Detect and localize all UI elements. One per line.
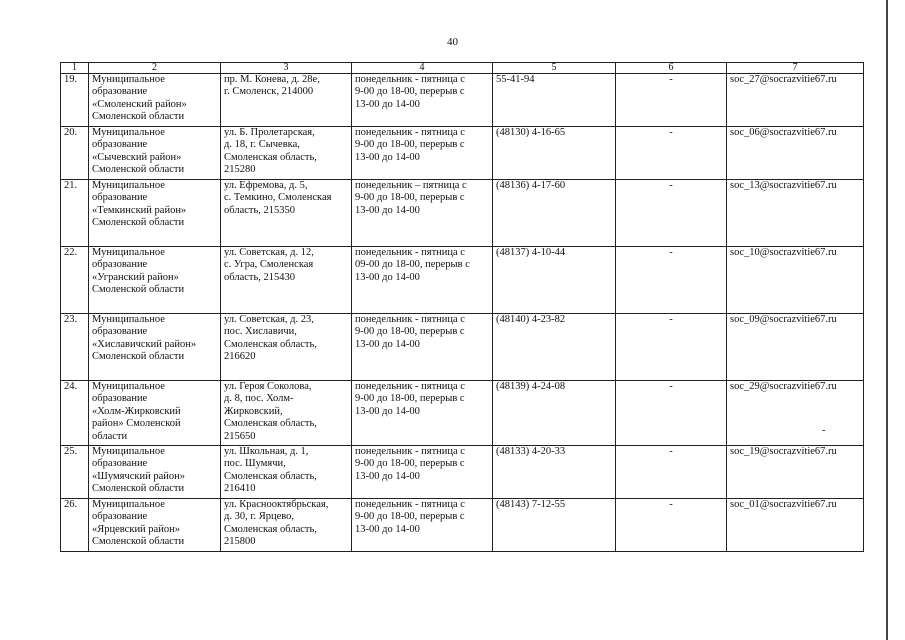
- column-6-cell: -: [616, 74, 727, 127]
- table-row: [61, 127, 864, 180]
- phone-cell: 55-41-94: [493, 74, 616, 127]
- email-cell: soc_10@socrazvitie67.ru: [727, 247, 864, 314]
- address-line: ул. Ефремова, д. 5,: [224, 180, 308, 191]
- org-line: Муниципальное: [92, 499, 165, 510]
- org-line: Муниципальное: [92, 74, 165, 85]
- address-line: ул. Героя Соколова,: [224, 381, 312, 392]
- column-6-cell: -: [616, 127, 727, 180]
- row-number-cell: 25.: [61, 446, 89, 499]
- hours-line: 9-00 до 18-00, перерыв с: [355, 458, 465, 470]
- org-line: «Ярцевский район»: [92, 523, 180, 535]
- org-line: «Смоленский район»: [92, 98, 187, 110]
- org-line: Муниципальное: [92, 127, 165, 138]
- organization-cell: [89, 247, 221, 314]
- row-number-cell: 21.: [61, 180, 89, 247]
- email-cell: soc_13@socrazvitie67.ru: [727, 180, 864, 247]
- email-cell: soc_06@socrazvitie67.ru: [727, 127, 864, 180]
- address-line: ул. Краснооктябрьская,: [224, 499, 329, 510]
- table-row: [61, 247, 864, 314]
- table-row: [61, 381, 864, 446]
- org-line: Муниципальное: [92, 446, 165, 457]
- address-cell: [221, 381, 352, 446]
- email-cell: soc_19@socrazvitie67.ru: [727, 446, 864, 499]
- address-line: 216410: [224, 483, 256, 495]
- phone-cell: (48137) 4-10-44: [493, 247, 616, 314]
- row-number-cell: 19.: [61, 74, 89, 127]
- working-hours-cell: [352, 74, 493, 127]
- hours-line: 9-00 до 18-00, перерыв с: [355, 192, 465, 204]
- phone-cell: (48136) 4-17-60: [493, 180, 616, 247]
- hours-line: 13-00 до 14-00: [355, 338, 420, 350]
- hours-line: 13-00 до 14-00: [355, 151, 420, 163]
- address-line: д. 18, г. Сычевка,: [224, 139, 300, 151]
- address-cell: [221, 314, 352, 381]
- hours-line: 9-00 до 18-00, перерыв с: [355, 393, 465, 405]
- org-line: образование: [92, 511, 148, 523]
- hours-line: 09-00 до 18-00, перерыв с: [355, 259, 470, 271]
- hours-line: понедельник - пятница с: [355, 381, 465, 392]
- org-line: образование: [92, 393, 148, 405]
- address-line: область, 215430: [224, 271, 296, 283]
- header-cell: 4: [352, 63, 493, 74]
- hours-line: понедельник - пятница с: [355, 314, 465, 325]
- column-6-cell: -: [616, 180, 727, 247]
- address-cell: [221, 127, 352, 180]
- organization-cell: [89, 499, 221, 552]
- org-line: Смоленской области: [92, 217, 185, 229]
- address-line: ул. Советская, д. 23,: [224, 314, 314, 325]
- org-line: образование: [92, 458, 148, 470]
- hours-line: 13-00 до 14-00: [355, 204, 420, 216]
- phone-cell: (48140) 4-23-82: [493, 314, 616, 381]
- table-row: [61, 74, 864, 127]
- address-cell: [221, 74, 352, 127]
- organization-cell: [89, 74, 221, 127]
- address-line: Смоленская область,: [224, 338, 317, 350]
- address-line: 215800: [224, 536, 256, 548]
- address-line: ул. Советская, д. 12,: [224, 247, 314, 258]
- hours-line: 9-00 до 18-00, перерыв с: [355, 511, 465, 523]
- email-cell: soc_27@socrazvitie67.ru: [727, 74, 864, 127]
- hours-line: 9-00 до 18-00, перерыв с: [355, 326, 465, 338]
- header-cell: 6: [616, 63, 727, 74]
- address-cell: [221, 446, 352, 499]
- column-6-cell: -: [616, 314, 727, 381]
- org-line: «Хиславичский район»: [92, 338, 197, 350]
- organization-cell: [89, 314, 221, 381]
- header-cell: 5: [493, 63, 616, 74]
- org-line: образование: [92, 139, 148, 151]
- hours-line: 13-00 до 14-00: [355, 470, 420, 482]
- column-6-cell: -: [616, 499, 727, 552]
- address-line: 215280: [224, 164, 256, 176]
- row-number-cell: 23.: [61, 314, 89, 381]
- phone-cell: (48139) 4-24-08: [493, 381, 616, 446]
- org-line: «Темкинский район»: [92, 204, 187, 216]
- address-cell: [221, 247, 352, 314]
- email-cell: soc_29@socrazvitie67.ru: [727, 381, 864, 446]
- org-line: «Шумячский район»: [92, 470, 185, 482]
- address-line: ул. Школьная, д. 1,: [224, 446, 309, 457]
- org-line: Смоленской области: [92, 164, 185, 176]
- working-hours-cell: [352, 127, 493, 180]
- org-line: Смоленской области: [92, 351, 185, 363]
- org-line: Муниципальное: [92, 381, 165, 392]
- row-number-cell: 22.: [61, 247, 89, 314]
- address-line: с. Темкино, Смоленская: [224, 192, 332, 204]
- org-line: образование: [92, 86, 148, 98]
- table-header-row: [61, 63, 864, 74]
- header-cell: 1: [61, 63, 89, 74]
- phone-cell: (48130) 4-16-65: [493, 127, 616, 180]
- hours-line: понедельник - пятница с: [355, 74, 465, 85]
- address-line: д. 30, г. Ярцево,: [224, 511, 295, 523]
- column-6-cell: -: [616, 446, 727, 499]
- email-cell: soc_01@socrazvitie67.ru: [727, 499, 864, 552]
- org-line: район» Смоленской: [92, 418, 181, 430]
- org-line: образование: [92, 259, 148, 271]
- organization-cell: [89, 127, 221, 180]
- table-row: [61, 446, 864, 499]
- address-line: 216620: [224, 351, 256, 363]
- address-line: г. Смоленск, 214000: [224, 86, 314, 98]
- address-line: ул. Б. Пролетарская,: [224, 127, 315, 138]
- stray-dash-mark: -: [822, 425, 826, 436]
- table-row: [61, 499, 864, 552]
- page-number: 40: [447, 36, 458, 48]
- address-line: область, 215350: [224, 204, 296, 216]
- org-line: Муниципальное: [92, 314, 165, 325]
- address-line: с. Угра, Смоленская: [224, 259, 314, 271]
- address-line: Смоленская область,: [224, 418, 317, 430]
- address-line: д. 8, пос. Холм-: [224, 393, 294, 405]
- working-hours-cell: [352, 381, 493, 446]
- hours-line: понедельник – пятница с: [355, 180, 467, 191]
- address-line: пос. Шумячи,: [224, 458, 286, 470]
- hours-line: 13-00 до 14-00: [355, 523, 420, 535]
- column-6-cell: -: [616, 247, 727, 314]
- org-line: «Угранский район»: [92, 271, 179, 283]
- email-cell: soc_09@socrazvitie67.ru: [727, 314, 864, 381]
- address-line: 215650: [224, 430, 256, 442]
- org-line: области: [92, 430, 128, 442]
- hours-line: понедельник - пятница с: [355, 127, 465, 138]
- org-line: Смоленской области: [92, 483, 185, 495]
- address-line: Смоленская область,: [224, 470, 317, 482]
- address-line: пос. Хиславичи,: [224, 326, 297, 338]
- page-edge-line: [886, 0, 888, 640]
- address-cell: [221, 180, 352, 247]
- column-6-cell: -: [616, 381, 727, 446]
- hours-line: 9-00 до 18-00, перерыв с: [355, 86, 465, 98]
- address-line: Жирковский,: [224, 405, 283, 417]
- org-line: Смоленской области: [92, 284, 185, 296]
- social-protection-offices-table: [60, 62, 864, 552]
- row-number-cell: 26.: [61, 499, 89, 552]
- organization-cell: [89, 446, 221, 499]
- hours-line: 13-00 до 14-00: [355, 405, 420, 417]
- hours-line: 13-00 до 14-00: [355, 98, 420, 110]
- org-line: Смоленской области: [92, 536, 185, 548]
- hours-line: 13-00 до 14-00: [355, 271, 420, 283]
- hours-line: 9-00 до 18-00, перерыв с: [355, 139, 465, 151]
- header-cell: 2: [89, 63, 221, 74]
- org-line: «Сычевский район»: [92, 151, 182, 163]
- working-hours-cell: [352, 247, 493, 314]
- address-line: Смоленская область,: [224, 151, 317, 163]
- working-hours-cell: [352, 446, 493, 499]
- working-hours-cell: [352, 314, 493, 381]
- organization-cell: [89, 381, 221, 446]
- organization-cell: [89, 180, 221, 247]
- row-number-cell: 20.: [61, 127, 89, 180]
- phone-cell: (48143) 7-12-55: [493, 499, 616, 552]
- org-line: образование: [92, 326, 148, 338]
- working-hours-cell: [352, 180, 493, 247]
- org-line: Смоленской области: [92, 111, 185, 123]
- org-line: «Холм-Жирковский: [92, 405, 181, 417]
- hours-line: понедельник - пятница с: [355, 499, 465, 510]
- hours-line: понедельник - пятница с: [355, 446, 465, 457]
- org-line: Муниципальное: [92, 180, 165, 191]
- org-line: образование: [92, 192, 148, 204]
- header-cell: 3: [221, 63, 352, 74]
- hours-line: понедельник - пятница с: [355, 247, 465, 258]
- address-line: пр. М. Конева, д. 28е,: [224, 74, 320, 85]
- address-cell: [221, 499, 352, 552]
- table-row: [61, 180, 864, 247]
- org-line: Муниципальное: [92, 247, 165, 258]
- address-line: Смоленская область,: [224, 523, 317, 535]
- header-cell: 7: [727, 63, 864, 74]
- phone-cell: (48133) 4-20-33: [493, 446, 616, 499]
- row-number-cell: 24.: [61, 381, 89, 446]
- table-row: [61, 314, 864, 381]
- working-hours-cell: [352, 499, 493, 552]
